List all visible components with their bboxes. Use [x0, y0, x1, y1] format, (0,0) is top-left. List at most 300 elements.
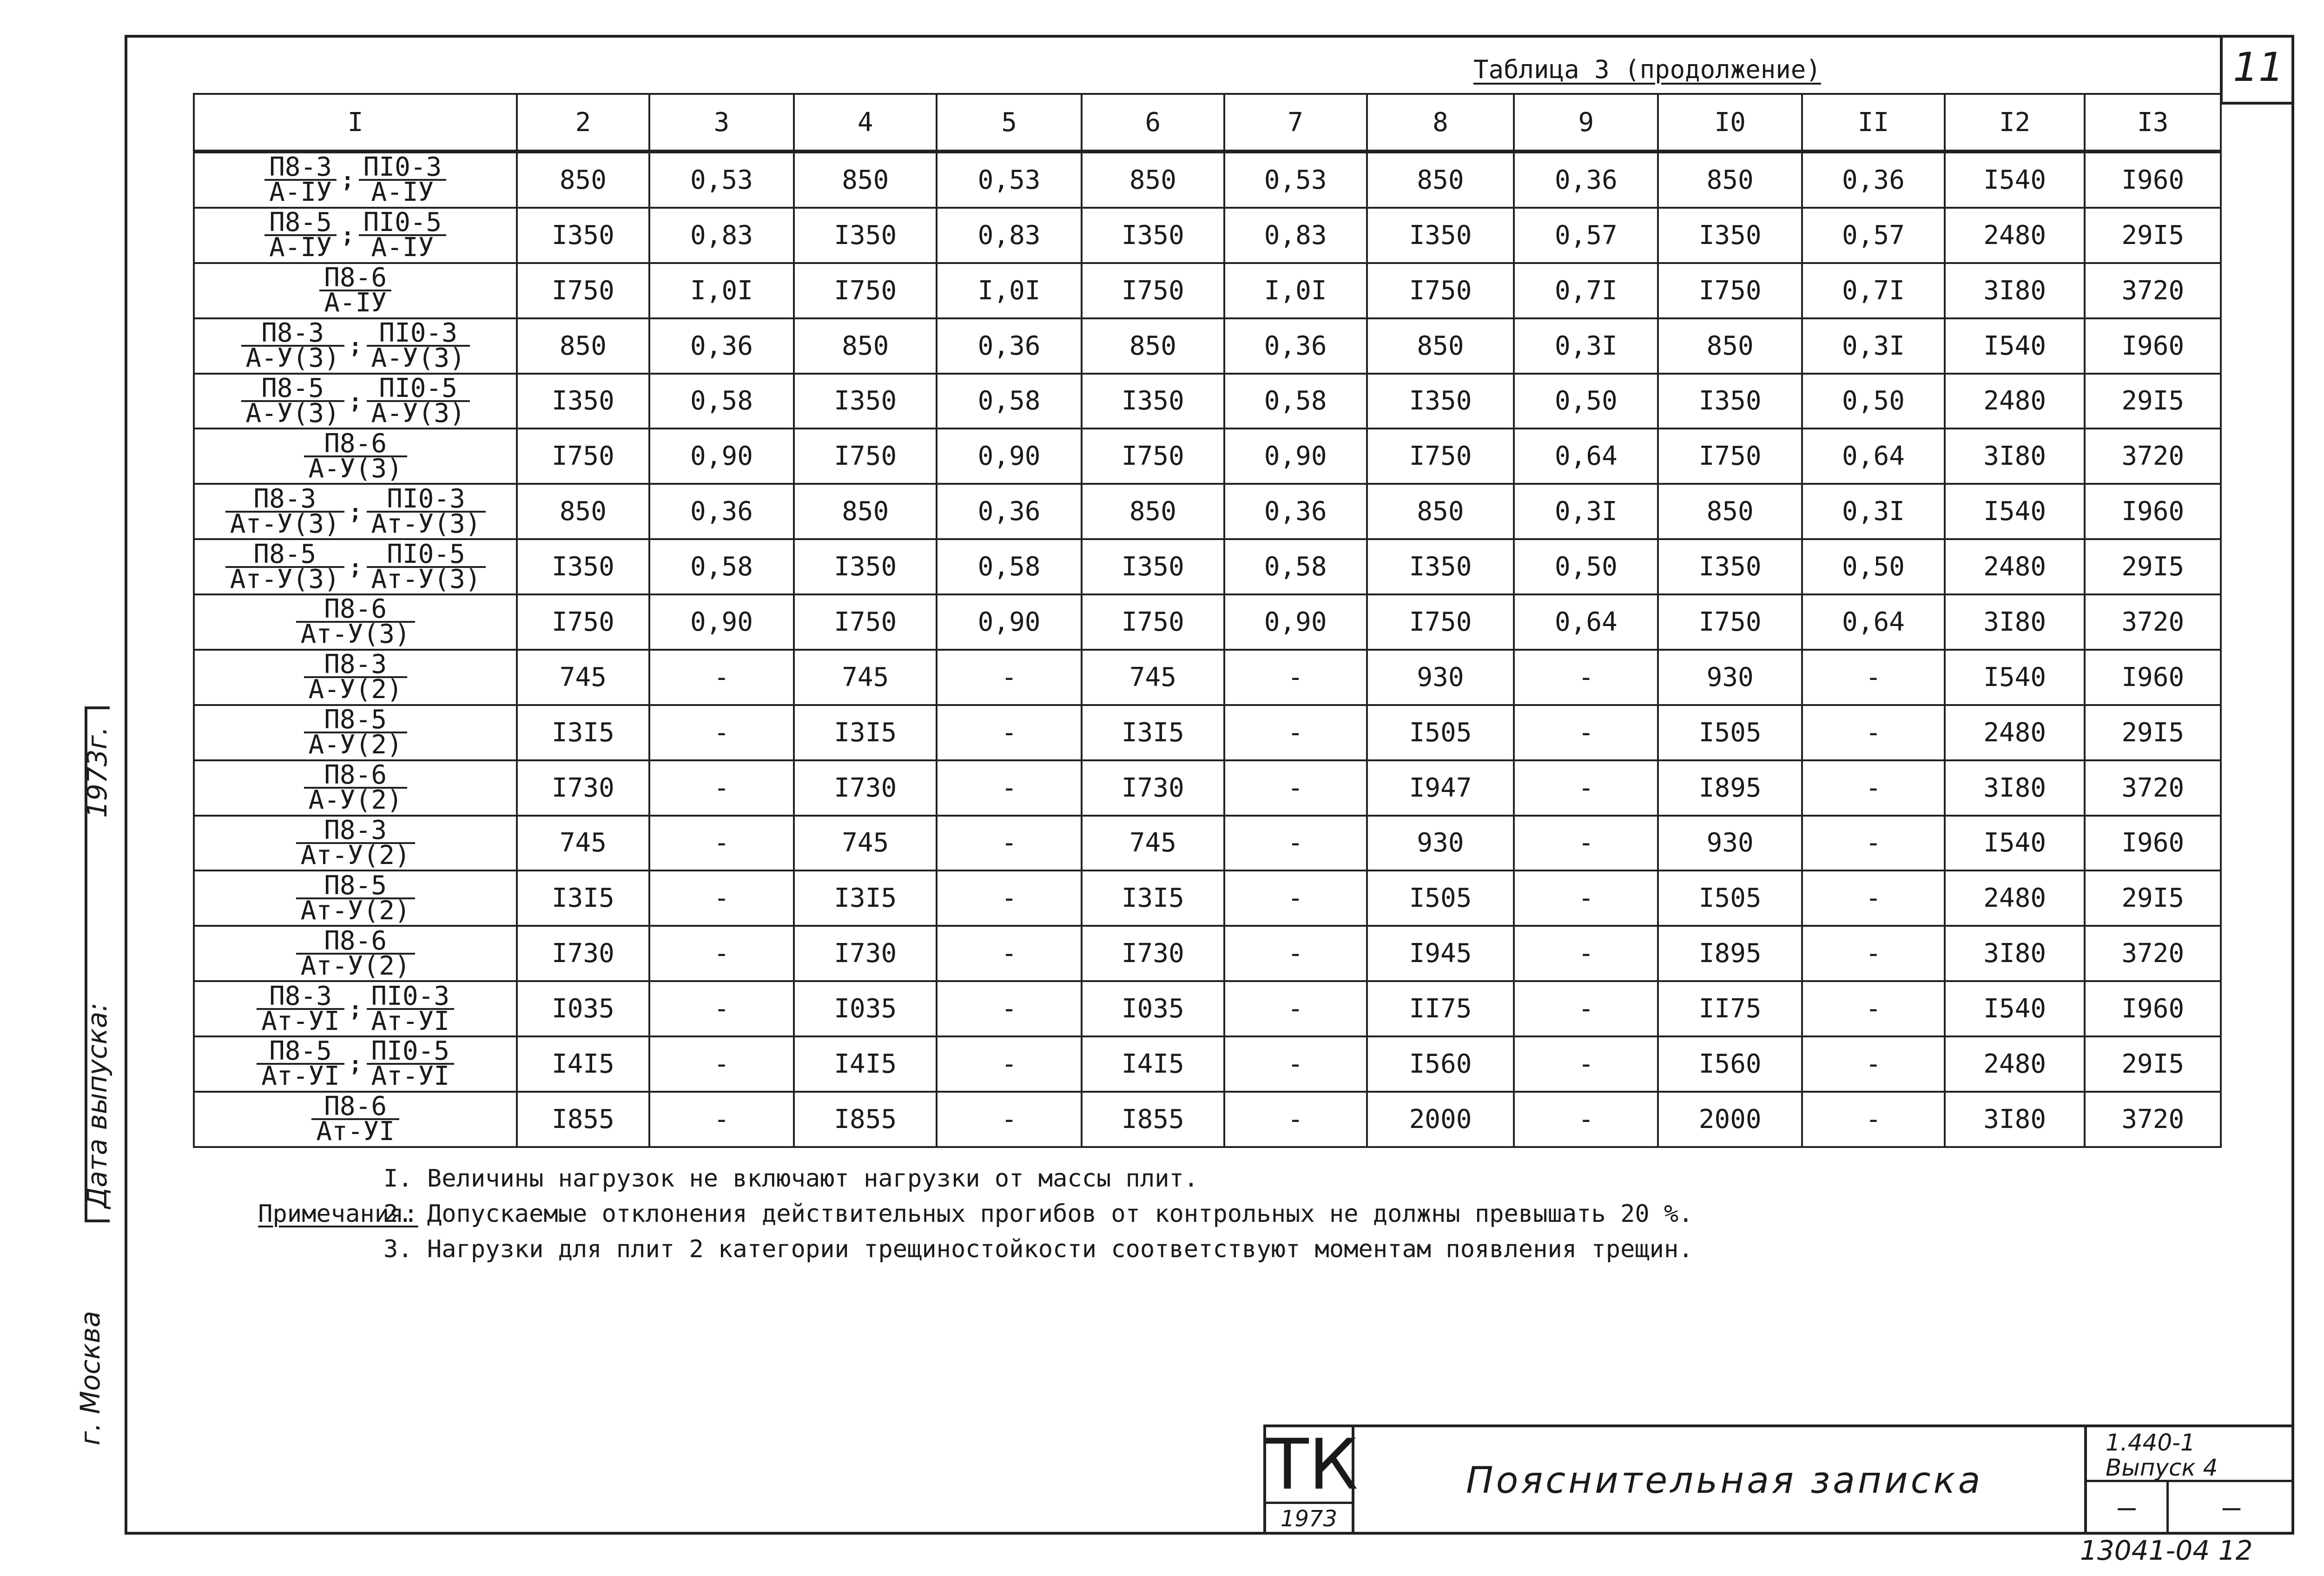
table-row [194, 152, 2221, 208]
slab-mark [296, 815, 415, 870]
mark-separator: ; [341, 223, 354, 248]
slab-type: ПI0-5 [367, 1040, 455, 1065]
table-cell: 0,36 [1802, 152, 1945, 208]
table-cell: - [1224, 760, 1367, 816]
table-cell: 0,58 [1224, 374, 1367, 429]
reinforcement-class: А-У(2) [308, 730, 403, 760]
table-cell: 3I80 [1945, 263, 2085, 318]
table-row [194, 870, 2221, 926]
slab-mark-cell [194, 208, 517, 263]
release-date-label: Дата выпуска: [81, 1002, 113, 1208]
table-row [194, 539, 2221, 594]
table-cell: 850 [794, 318, 937, 374]
table-row [194, 705, 2221, 760]
table-cell: I945 [1367, 926, 1514, 981]
table-cell: I960 [2085, 981, 2221, 1036]
table-row [194, 484, 2221, 539]
table-cell: - [1224, 981, 1367, 1036]
table-cell: I505 [1367, 705, 1514, 760]
reinforcement-class: Ат-УI [371, 1061, 450, 1092]
table-cell: I947 [1367, 760, 1514, 816]
column-header: I [194, 94, 517, 152]
table-cell: - [649, 981, 794, 1036]
table-cell: I540 [1945, 484, 2085, 539]
table-cell: I350 [1367, 539, 1514, 594]
table-cell: I540 [1945, 650, 2085, 705]
table-cell: 0,58 [649, 539, 794, 594]
table-cell: - [1802, 981, 1945, 1036]
table-cell: 0,3I [1802, 484, 1945, 539]
table-cell: 0,64 [1514, 594, 1658, 650]
table-cell: - [1224, 926, 1367, 981]
slab-type: ПI0-5 [367, 377, 470, 402]
slab-mark [319, 263, 391, 318]
table-cell: I750 [794, 263, 937, 318]
table-row [194, 429, 2221, 484]
table-cell: I730 [1082, 926, 1224, 981]
table-cell: 745 [517, 816, 649, 871]
issue-number: Выпуск 4 [2106, 1454, 2218, 1481]
table-row [194, 816, 2221, 871]
slab-mark [241, 318, 344, 374]
table-cell: 850 [517, 318, 649, 374]
slab-type: П8-3 [304, 653, 407, 678]
mark-separator: ; [349, 554, 362, 580]
table-cell: I540 [1945, 816, 2085, 871]
table-cell: 745 [1082, 816, 1224, 871]
table-cell: - [649, 1092, 794, 1147]
slab-mark [225, 539, 344, 594]
table-cell: 0,50 [1514, 539, 1658, 594]
table-cell: 0,3I [1514, 318, 1658, 374]
reinforcement-class: Ат-У(3) [300, 619, 410, 650]
table-cell: 0,90 [649, 429, 794, 484]
reinforcement-class: Ат-У(2) [300, 950, 410, 981]
table-cell: - [1802, 1092, 1945, 1147]
table-cell: 3720 [2085, 760, 2221, 816]
table-cell: I4I5 [517, 1036, 649, 1092]
slab-mark [304, 649, 407, 705]
table-cell: - [937, 926, 1082, 981]
table-cell: 930 [1658, 816, 1802, 871]
table-cell: 0,58 [937, 374, 1082, 429]
table-cell: 0,50 [1514, 374, 1658, 429]
table-cell: - [649, 926, 794, 981]
table-cell: 0,57 [1802, 208, 1945, 263]
table-cell: 0,36 [1224, 484, 1367, 539]
reinforcement-class: Ат-У(3) [230, 508, 340, 539]
table-cell: 2480 [1945, 374, 2085, 429]
slab-type: П8-6 [311, 1095, 399, 1120]
slab-mark-cell [194, 263, 517, 318]
reinforcement-class: А-IУ [324, 288, 387, 318]
notes [200, 1161, 1693, 1373]
table-cell: I505 [1658, 870, 1802, 926]
logo-text: ТК [1266, 1424, 1359, 1505]
slab-mark [367, 1036, 455, 1092]
table-body [194, 152, 2221, 1147]
table-cell: 745 [794, 816, 937, 871]
table-row [194, 263, 2221, 318]
slab-type: ПI0-3 [367, 488, 486, 513]
slab-mark-cell [194, 1036, 517, 1092]
table-cell: 0,58 [1224, 539, 1367, 594]
table-cell: 0,83 [649, 208, 794, 263]
table-cell: I750 [1367, 429, 1514, 484]
slab-type: ПI0-5 [359, 211, 447, 236]
table-cell: 0,64 [1802, 429, 1945, 484]
table-cell: I560 [1367, 1036, 1514, 1092]
table-cell: 930 [1658, 650, 1802, 705]
table-cell: I3I5 [1082, 870, 1224, 926]
mark-separator: ; [349, 499, 362, 524]
table-cell: 3I80 [1945, 429, 2085, 484]
table-cell: I350 [1658, 539, 1802, 594]
table-cell: 0,58 [937, 539, 1082, 594]
table-cell: 0,90 [649, 594, 794, 650]
table-cell: 29I5 [2085, 1036, 2221, 1092]
sheet-cell-right: — [2222, 1490, 2241, 1525]
column-header: 5 [937, 94, 1082, 152]
table-cell: I750 [1082, 429, 1224, 484]
slab-type: П8-6 [304, 432, 407, 457]
sheet-cell-left: — [2087, 1482, 2169, 1535]
table-caption: Таблица 3 (продолжение) [1473, 55, 1821, 84]
table-cell: 930 [1367, 816, 1514, 871]
table-cell: 850 [794, 484, 937, 539]
table-cell: I540 [1945, 152, 2085, 208]
table-cell: I350 [1367, 208, 1514, 263]
table-cell: - [937, 1036, 1082, 1092]
reinforcement-class: А-У(3) [245, 343, 340, 374]
table-cell: - [649, 870, 794, 926]
table-cell: 0,83 [937, 208, 1082, 263]
table-cell: - [937, 816, 1082, 871]
reinforcement-class: Ат-У(3) [371, 508, 481, 539]
slab-mark-cell [194, 318, 517, 374]
reinforcement-class: А-У(3) [308, 453, 403, 484]
table-cell: - [1514, 926, 1658, 981]
table-cell: I960 [2085, 318, 2221, 374]
table-cell: I4I5 [1082, 1036, 1224, 1092]
table-cell: I750 [1367, 263, 1514, 318]
table-cell: 850 [1658, 484, 1802, 539]
table-cell: 0,53 [937, 152, 1082, 208]
table-cell: 0,36 [937, 318, 1082, 374]
table-cell: I350 [1658, 208, 1802, 263]
title-block [1263, 1424, 2294, 1535]
slab-mark [296, 594, 415, 650]
note-item: 3. Нагрузки для плит 2 категории трещиностойкости соответствуют моментам появления трещин. [383, 1235, 1693, 1263]
slab-type: П8-5 [241, 377, 344, 402]
table-cell: I750 [1658, 594, 1802, 650]
slab-type: П8-3 [264, 156, 337, 181]
table-cell: I730 [794, 760, 937, 816]
document-code-block [2084, 1427, 2294, 1535]
table-row [194, 981, 2221, 1036]
table-cell: - [1514, 705, 1658, 760]
notes-label: Примечания: [258, 1200, 418, 1228]
table-cell: 850 [517, 152, 649, 208]
slab-mark-cell [194, 760, 517, 816]
slab-type: П8-5 [264, 211, 337, 236]
slab-mark [257, 981, 344, 1036]
table-cell: 0,90 [1224, 594, 1367, 650]
table-cell: II75 [1658, 981, 1802, 1036]
table-row [194, 650, 2221, 705]
table-cell: 850 [1658, 152, 1802, 208]
slab-mark [367, 981, 455, 1036]
table-cell: 29I5 [2085, 374, 2221, 429]
table-cell: 3720 [2085, 429, 2221, 484]
table-cell: 850 [1367, 318, 1514, 374]
table-cell: - [1802, 705, 1945, 760]
table-cell: I960 [2085, 152, 2221, 208]
table-cell: I750 [1658, 429, 1802, 484]
slab-type: П8-3 [225, 488, 344, 513]
table-cell: 745 [1082, 650, 1224, 705]
slab-type: П8-5 [257, 1040, 344, 1065]
table-cell: 2480 [1945, 1036, 2085, 1092]
slab-type: ПI0-5 [367, 543, 486, 568]
document-code [2087, 1427, 2294, 1482]
table-cell: 29I5 [2085, 208, 2221, 263]
table-cell: 0,36 [937, 484, 1082, 539]
slab-mark [304, 760, 407, 816]
table-cell: 0,36 [1224, 318, 1367, 374]
table-cell: 745 [517, 650, 649, 705]
slab-mark [264, 207, 337, 263]
table-cell: 850 [1082, 484, 1224, 539]
table-cell: II75 [1367, 981, 1514, 1036]
table-cell: - [1514, 650, 1658, 705]
table-cell: - [937, 870, 1082, 926]
table-cell: I855 [794, 1092, 937, 1147]
table-cell: I350 [794, 208, 937, 263]
table-cell: I960 [2085, 650, 2221, 705]
table-cell: - [649, 1036, 794, 1092]
slab-type: П8-6 [296, 930, 415, 955]
table-cell: - [1224, 705, 1367, 760]
mark-separator: ; [349, 996, 362, 1022]
reinforcement-class: Ат-У(3) [371, 564, 481, 594]
table-cell: I350 [517, 539, 649, 594]
slab-mark [257, 1036, 344, 1092]
mark-separator: ; [341, 167, 354, 193]
column-header: 7 [1224, 94, 1367, 152]
table-header-row [194, 94, 2221, 152]
table-cell: 3720 [2085, 1092, 2221, 1147]
slab-mark-cell [194, 650, 517, 705]
reinforcement-class: А-У(3) [245, 398, 340, 429]
table-cell: 0,83 [1224, 208, 1367, 263]
series-code: 1.440-1 [2106, 1429, 2195, 1456]
slab-mark [304, 705, 407, 760]
table-cell: 3I80 [1945, 1092, 2085, 1147]
table-cell: I3I5 [794, 705, 937, 760]
table-cell: I035 [794, 981, 937, 1036]
table-cell: 0,36 [1514, 152, 1658, 208]
slab-mark-cell [194, 981, 517, 1036]
table-cell: I350 [1082, 539, 1224, 594]
table-cell: I3I5 [1082, 705, 1224, 760]
slab-mark-cell [194, 926, 517, 981]
table-cell: - [1514, 981, 1658, 1036]
table-cell: I505 [1658, 705, 1802, 760]
reinforcement-class: Ат-У(2) [300, 840, 410, 870]
table-cell: 0,36 [649, 484, 794, 539]
table-cell: I855 [517, 1092, 649, 1147]
table-cell: I3I5 [794, 870, 937, 926]
table-row [194, 374, 2221, 429]
table-cell: I350 [1082, 208, 1224, 263]
slab-mark [304, 428, 407, 484]
table-cell: 850 [1367, 152, 1514, 208]
city-label: г. Москва [74, 1311, 106, 1445]
table-row [194, 1036, 2221, 1092]
table-cell: - [1802, 870, 1945, 926]
table-cell: 745 [794, 650, 937, 705]
reinforcement-class: А-У(2) [308, 785, 403, 816]
table-cell: - [1514, 760, 1658, 816]
table-row [194, 760, 2221, 816]
column-header: I0 [1658, 94, 1802, 152]
slab-type: П8-6 [319, 266, 391, 291]
table-cell: I750 [517, 429, 649, 484]
table-cell: 0,90 [937, 429, 1082, 484]
table-cell: - [1224, 1092, 1367, 1147]
table-cell: I3I5 [517, 870, 649, 926]
slab-mark-cell [194, 816, 517, 871]
column-header: 6 [1082, 94, 1224, 152]
table-cell: 2480 [1945, 539, 2085, 594]
table-cell: - [1514, 1092, 1658, 1147]
reinforcement-class: А-IУ [371, 177, 434, 208]
slab-mark [367, 483, 486, 539]
table-cell: 3720 [2085, 594, 2221, 650]
table-cell: I750 [794, 594, 937, 650]
table-cell: 0,64 [1514, 429, 1658, 484]
table-cell: - [1224, 650, 1367, 705]
reinforcement-class: А-У(2) [308, 674, 403, 705]
reinforcement-class: А-IУ [269, 232, 332, 263]
table-cell: I540 [1945, 318, 2085, 374]
table-cell: 930 [1367, 650, 1514, 705]
table-row [194, 208, 2221, 263]
table-cell: 850 [1367, 484, 1514, 539]
table-cell: 3I80 [1945, 760, 2085, 816]
table-cell: 2000 [1658, 1092, 1802, 1147]
table-cell: 0,7I [1802, 263, 1945, 318]
slab-mark-cell [194, 152, 517, 208]
table-cell: 0,57 [1514, 208, 1658, 263]
slab-mark-cell [194, 539, 517, 594]
table-cell: 0,58 [649, 374, 794, 429]
table-cell: 0,3I [1514, 484, 1658, 539]
slab-mark [367, 318, 470, 374]
table-cell: 3I80 [1945, 926, 2085, 981]
reinforcement-class: Ат-УI [261, 1061, 340, 1092]
table-cell: - [1224, 816, 1367, 871]
table-cell: 2480 [1945, 705, 2085, 760]
table-cell: 29I5 [2085, 539, 2221, 594]
table-cell: I750 [1082, 594, 1224, 650]
release-date-value: 1973г. [81, 726, 113, 818]
table-cell: 0,53 [649, 152, 794, 208]
table-row [194, 318, 2221, 374]
table-cell: I350 [794, 539, 937, 594]
table-cell: - [649, 816, 794, 871]
table-cell: 850 [1082, 152, 1224, 208]
table-cell: 3I80 [1945, 594, 2085, 650]
table-cell: I855 [1082, 1092, 1224, 1147]
table-cell: 0,36 [649, 318, 794, 374]
reinforcement-class: Ат-УI [316, 1116, 395, 1147]
table-cell: I4I5 [794, 1036, 937, 1092]
note-item: 2. Допускаемые отклонения действительных прогибов от контрольных не должны превышать 20 %. [383, 1200, 1693, 1228]
slab-mark [359, 152, 447, 208]
table-row [194, 594, 2221, 650]
table-cell: I895 [1658, 926, 1802, 981]
reinforcement-class: А-У(3) [371, 398, 465, 429]
table-cell: 2000 [1367, 1092, 1514, 1147]
archive-number: 13041-04 12 [2080, 1535, 2253, 1566]
table-cell: - [1802, 926, 1945, 981]
slab-type: П8-6 [304, 764, 407, 789]
table-cell: I350 [794, 374, 937, 429]
slab-type: П8-5 [296, 874, 415, 899]
table-cell: I960 [2085, 816, 2221, 871]
reinforcement-class: Ат-УI [261, 1006, 340, 1036]
slab-mark [296, 925, 415, 981]
table-cell: I350 [1082, 374, 1224, 429]
slab-mark-cell [194, 484, 517, 539]
table-cell: I730 [517, 926, 649, 981]
table-cell: - [937, 650, 1082, 705]
slab-type: П8-5 [304, 708, 407, 733]
table-cell: 850 [517, 484, 649, 539]
table-cell: I960 [2085, 484, 2221, 539]
slab-mark-cell [194, 1092, 517, 1147]
column-header: 9 [1514, 94, 1658, 152]
slab-mark [225, 483, 344, 539]
table-cell: - [1802, 650, 1945, 705]
logo-year: 1973 [1266, 1502, 1352, 1535]
reinforcement-class: Ат-У(2) [300, 895, 410, 926]
table-cell: - [1802, 816, 1945, 871]
slab-mark [311, 1091, 399, 1147]
document-title: Пояснительная записка [1466, 1460, 1983, 1502]
reinforcement-class: А-IУ [371, 232, 434, 263]
page-number: 11 [2220, 35, 2294, 105]
table-cell: 0,90 [1224, 429, 1367, 484]
reinforcement-class: Ат-У(3) [230, 564, 340, 594]
slab-type: П8-3 [241, 322, 344, 347]
column-header: I2 [1945, 94, 2085, 152]
mark-separator: ; [349, 1051, 362, 1077]
table-cell: - [1802, 1036, 1945, 1092]
table-cell: I895 [1658, 760, 1802, 816]
table-cell: I730 [1082, 760, 1224, 816]
slab-mark-cell [194, 705, 517, 760]
table-cell: 2480 [1945, 208, 2085, 263]
table-cell: I,0I [937, 263, 1082, 318]
margin-line [85, 706, 110, 709]
table-cell: I560 [1658, 1036, 1802, 1092]
table-cell: 29I5 [2085, 870, 2221, 926]
table-cell: 0,50 [1802, 539, 1945, 594]
table-cell: I730 [517, 760, 649, 816]
